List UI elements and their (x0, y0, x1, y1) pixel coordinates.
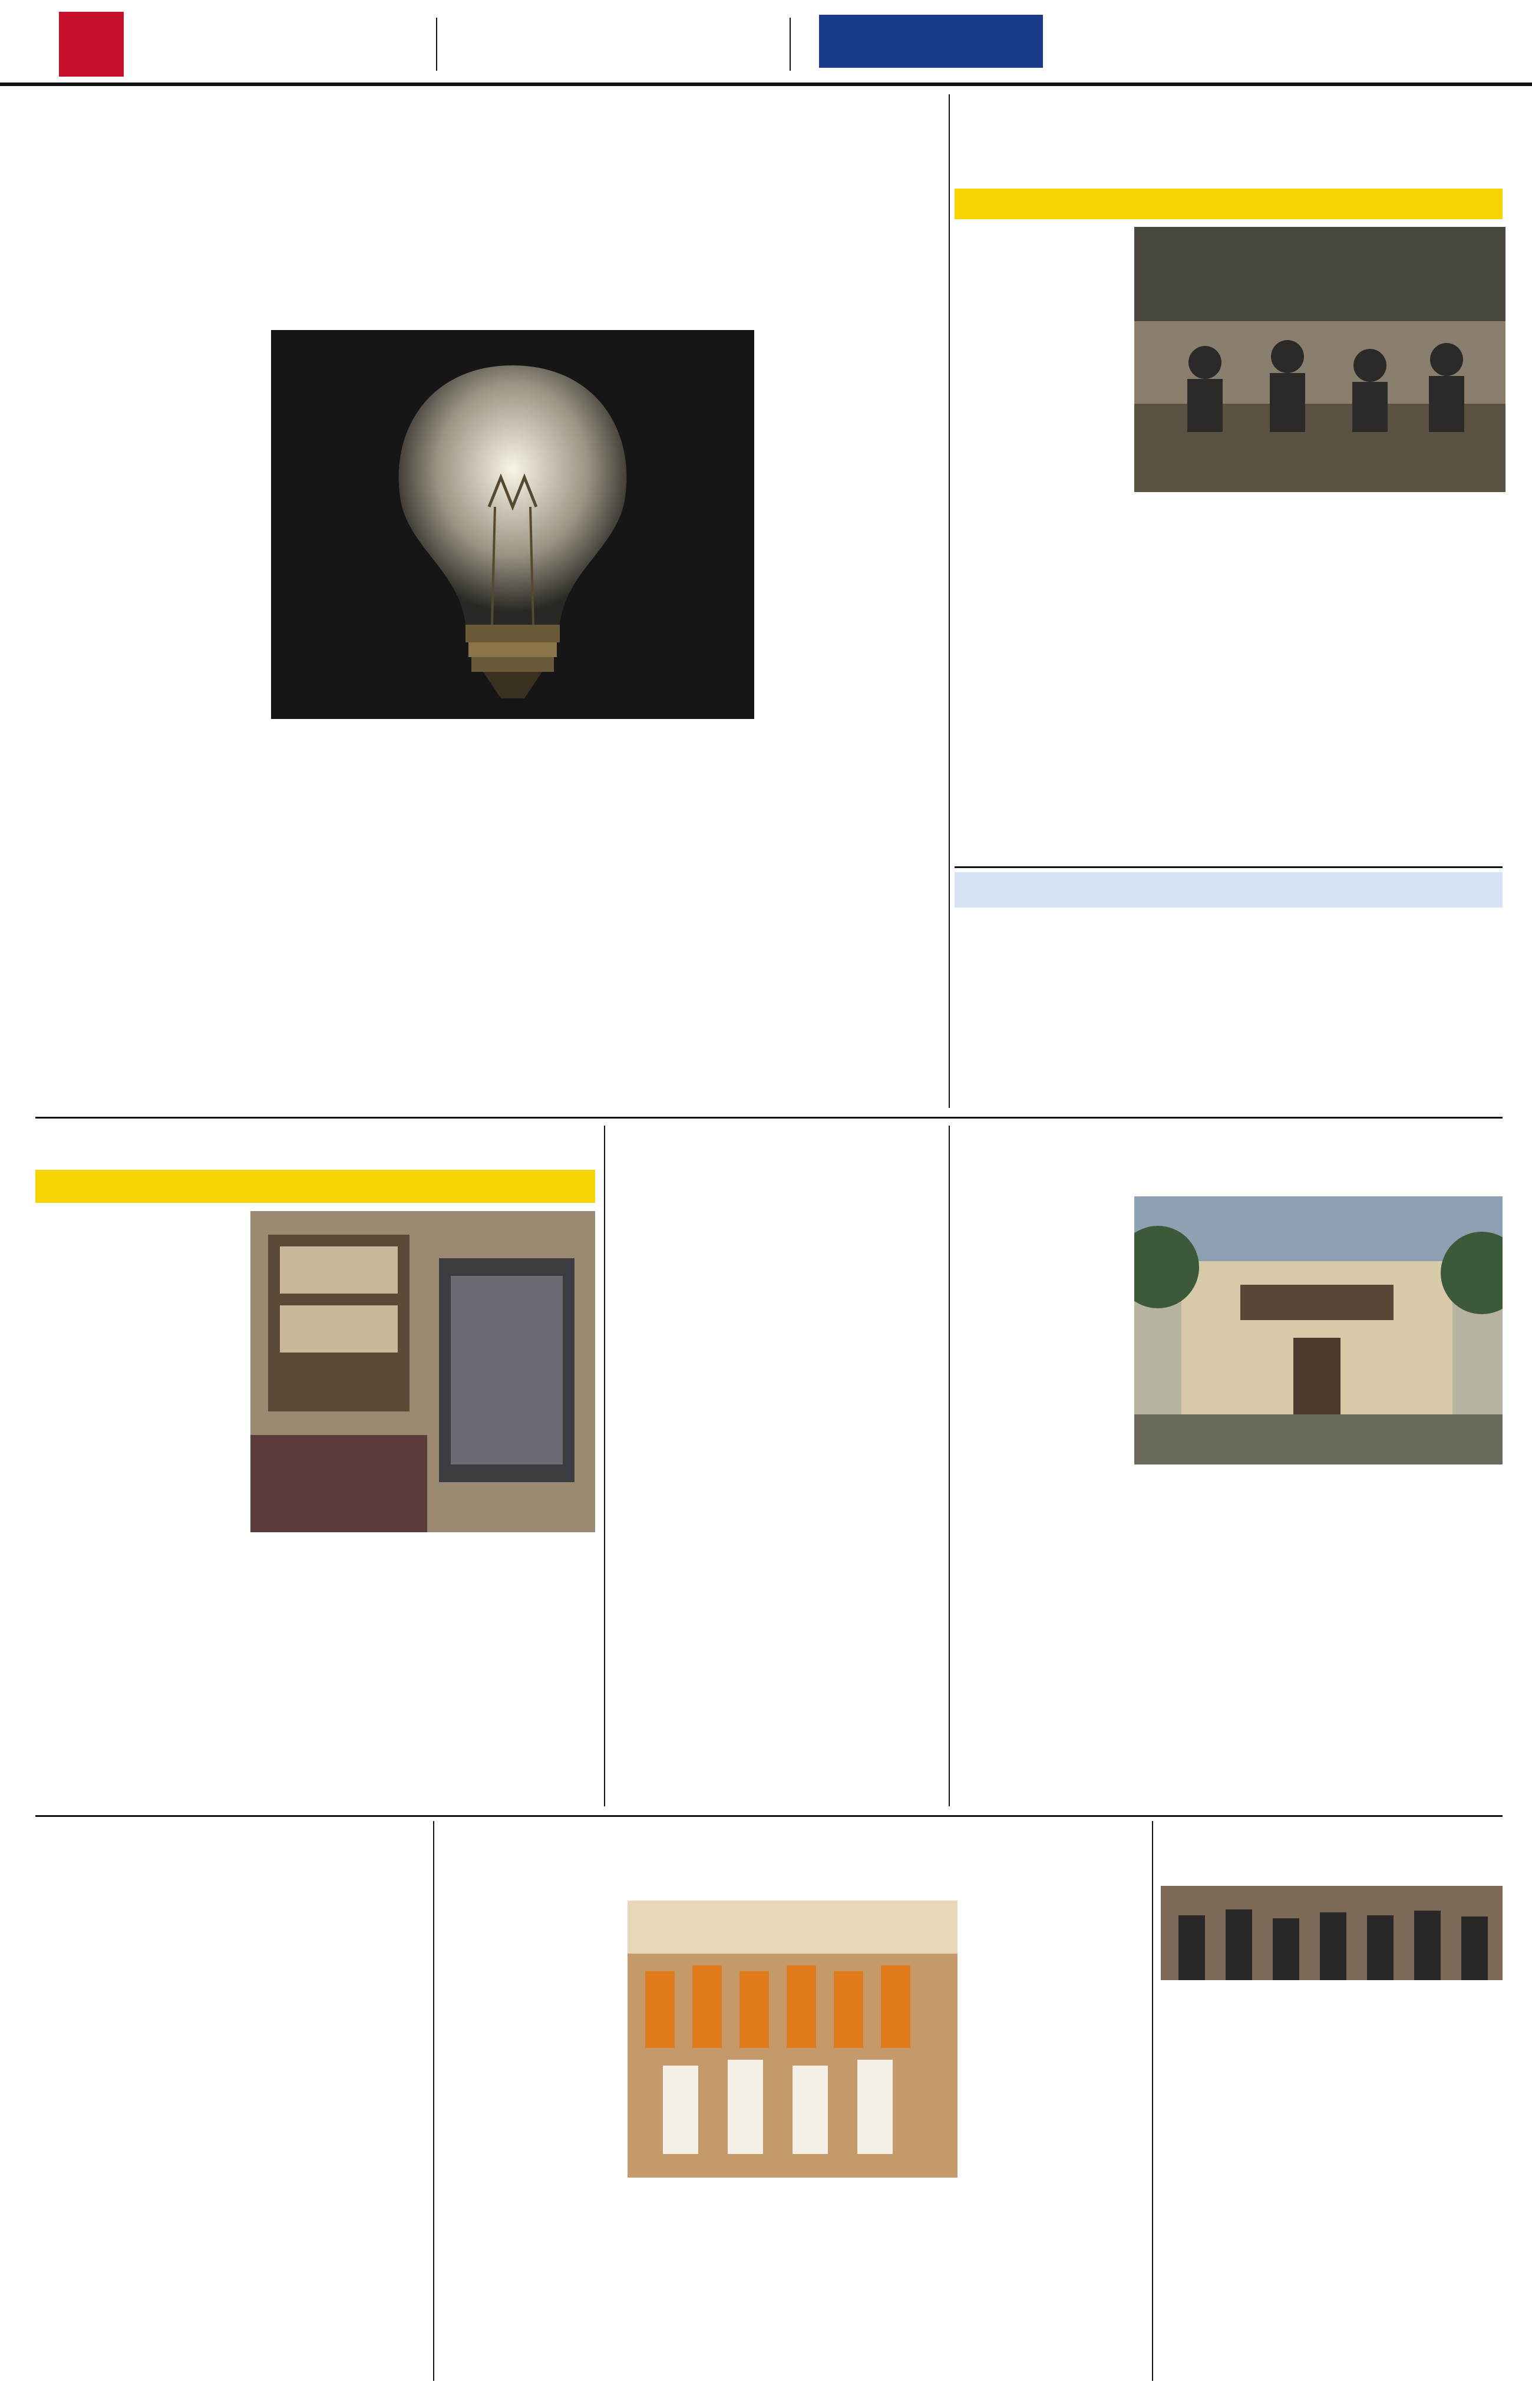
masthead-divider (436, 18, 437, 71)
bjp-event-photo (628, 1901, 958, 2178)
story3-headline (955, 872, 1503, 908)
story1-col1 (35, 330, 259, 1108)
column-rule (949, 1126, 950, 1806)
story4-subhead (35, 1170, 595, 1203)
story5-col1 (613, 1190, 772, 1806)
story2-subhead (955, 189, 1503, 219)
story9-col2 (1335, 1989, 1503, 2381)
story8-col1 (442, 1901, 619, 2381)
story2-col2 (1134, 501, 1314, 857)
section-rule (955, 866, 1503, 868)
section-rule (35, 1815, 1503, 1817)
story8-col4 (966, 1901, 1143, 2381)
section-rule (35, 1117, 1503, 1119)
story7-col2 (233, 1874, 424, 2381)
story4-col1 (35, 1211, 242, 1806)
column-rule (949, 94, 950, 1108)
story4-col3 (424, 1541, 595, 1806)
police-station-photo (1134, 1196, 1503, 1464)
story5-col2 (781, 1190, 943, 1806)
story6-col2 (1134, 1473, 1311, 1806)
story1-col5 (766, 330, 937, 1108)
story1-col4 (601, 728, 754, 1108)
story8-col2 (628, 2186, 790, 2381)
masthead-divider (790, 18, 791, 71)
village-meeting-photo (1134, 227, 1505, 492)
masthead (0, 0, 1532, 86)
section-name (819, 15, 1043, 68)
story2-col3 (1326, 501, 1505, 857)
story1-col2 (271, 728, 424, 1108)
story4-col2 (250, 1541, 415, 1806)
story6-col3 (1320, 1473, 1503, 1806)
story8-col3 (798, 2186, 958, 2381)
story7-col1-text (35, 1874, 224, 2381)
column-rule (604, 1126, 605, 1806)
story3-body (955, 913, 1503, 1108)
mandi-photo (1161, 1886, 1503, 1980)
page-number (59, 12, 124, 77)
story2-col1 (955, 227, 1125, 857)
story6-col1 (955, 1196, 1125, 1806)
story9-col1 (1161, 1989, 1326, 2381)
theft-house-photo (250, 1211, 595, 1532)
story1-col3 (436, 728, 589, 1108)
column-rule (1152, 1821, 1153, 2381)
lightbulb-photo (271, 330, 754, 719)
column-rule (433, 1821, 434, 2381)
